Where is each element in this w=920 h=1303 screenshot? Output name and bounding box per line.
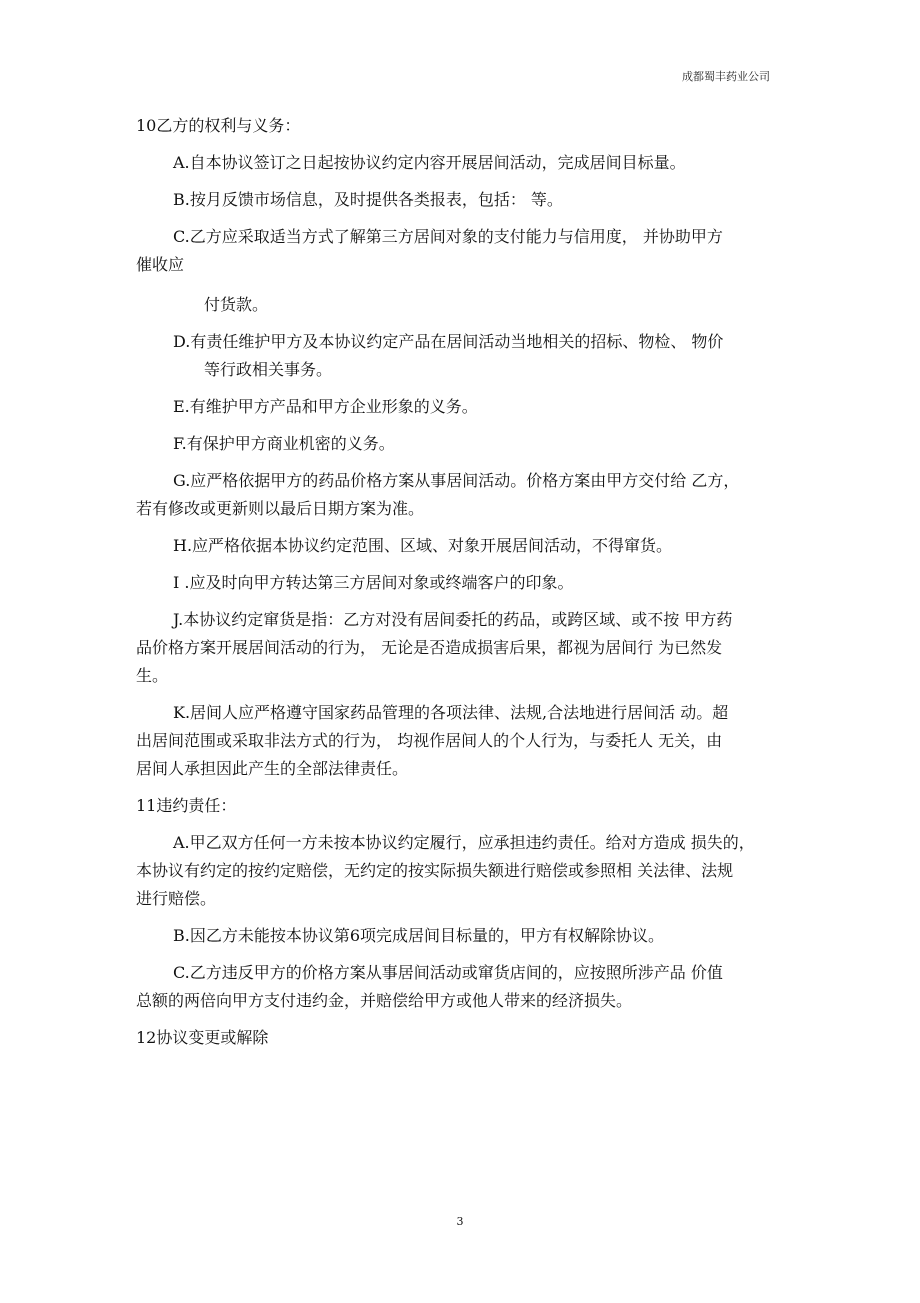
clause-10-g-line2: 若有修改或更新则以最后日期方案为准。 xyxy=(136,499,425,518)
clause-10-e: E.有维护甲方产品和甲方企业形象的义务。 xyxy=(173,397,478,416)
clause-10-j-line3: 生。 xyxy=(136,666,169,685)
clause-11-c xyxy=(136,959,786,1015)
clause-10-j-line2: 品价格方案开展居间活动的行为， 无论是否造成损害后果，都视为居间行 为已然发 xyxy=(136,638,723,657)
clause-10-c-line3: 付货款。 xyxy=(204,295,269,314)
clause-10-d-line1: D.有责任维护甲方及本协议约定产品在居间活动当地相关的招标、物检、 物价 xyxy=(173,332,724,351)
clause-11-c-line2: 总额的两倍向甲方支付违约金，并赔偿给甲方或他人带来的经济损失。 xyxy=(136,991,633,1010)
clause-10-c xyxy=(136,223,786,319)
section11-heading: 11违约责任： xyxy=(136,796,237,815)
header-company: 成都蜀丰药业公司 xyxy=(682,70,770,83)
clause-10-k-line3: 居间人承担因此产生的全部法律责任。 xyxy=(136,759,409,778)
clause-10-j-line1: J.本协议约定窜货是指：乙方对没有居间委托的药品，或跨区域、或不按 甲方药 xyxy=(173,610,733,629)
clause-10-g xyxy=(136,467,786,523)
document-body xyxy=(136,112,786,1061)
clause-10-h: H.应严格依据本协议约定范围、区域、对象开展居间活动，不得窜货。 xyxy=(173,536,673,555)
clause-10-i: I .应及时向甲方转达第三方居间对象或终端客户的印象。 xyxy=(173,573,574,592)
clause-11-a-line3: 进行赔偿。 xyxy=(136,889,217,908)
clause-10-g-line1: G.应严格依据甲方的药品价格方案从事居间活动。价格方案由甲方交付给 乙方， xyxy=(173,471,740,490)
clause-10-k xyxy=(136,699,786,783)
clause-10-k-line1: K.居间人应严格遵守国家药品管理的各项法律、法规,合法地进行居间活 动。超 xyxy=(173,703,729,722)
clause-10-f: F.有保护甲方商业机密的义务。 xyxy=(173,434,395,453)
section12-heading: 12协议变更或解除 xyxy=(136,1028,269,1047)
clause-10-c-line1: C.乙方应采取适当方式了解第三方居间对象的支付能力与信用度， 并协助甲方 xyxy=(173,227,723,246)
clause-11-c-line1: C.乙方违反甲方的价格方案从事居间活动或窜货店间的，应按照所涉产品 价值 xyxy=(173,963,723,982)
clause-11-a-line2: 本协议有约定的按约定赔偿，无约定的按实际损失额进行赔偿或参照相 关法律、法规 xyxy=(136,861,734,880)
clause-11-a-line1: A.甲乙双方任何一方未按本协议约定履行，应承担违约责任。给对方造成 损失的， xyxy=(173,833,755,852)
clause-10-b: B.按月反馈市场信息，及时提供各类报表，包括： 等。 xyxy=(173,190,563,209)
clause-10-k-line2: 出居间范围或采取非法方式的行为， 均视作居间人的个人行为，与委托人 无关，由 xyxy=(136,731,723,750)
clause-10-j xyxy=(136,606,786,690)
clause-10-d-line2: 等行政相关事务。 xyxy=(204,360,333,379)
clause-10-a: A.自本协议签订之日起按协议约定内容开展居间活动，完成居间目标量。 xyxy=(173,153,686,172)
clause-11-b: B.因乙方未能按本协议第6项完成居间目标量的，甲方有权解除协议。 xyxy=(173,926,665,945)
clause-10-d xyxy=(136,328,786,384)
page-number: 3 xyxy=(456,1215,464,1228)
clause-11-a xyxy=(136,829,786,913)
clause-10-c-line2: 催收应 xyxy=(136,255,185,274)
section10-heading: 10乙方的权利与义务： xyxy=(136,116,301,135)
